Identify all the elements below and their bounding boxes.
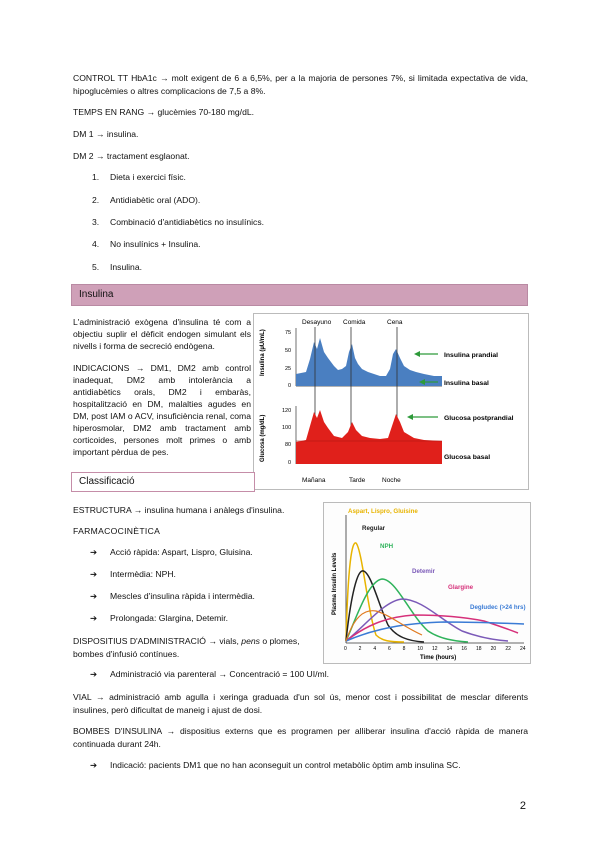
meal-label: Desayuno <box>302 319 332 326</box>
arrow-icon: ➔ <box>90 669 98 679</box>
x-tick-label: 0 <box>344 646 347 652</box>
step-number: 1. <box>92 172 100 182</box>
glucose-axis-label: Glucosa (mg/dL) <box>260 414 266 462</box>
insulin-tick: 0 <box>288 383 292 389</box>
x-tick-label: 2 <box>358 646 362 652</box>
x-tick-label: 6 <box>388 646 391 652</box>
time-label: Tarde <box>349 477 366 484</box>
glucose-tick: 80 <box>285 442 292 448</box>
bombes-paragraph: BOMBES D'INSULINA → dispositius externs que es programen per alliberar insulina d'acció ràpida de manera continuada durant 24h. <box>73 726 528 749</box>
insulin-axis-label: Insulina (µU/mL) <box>260 329 266 376</box>
time-label: Noche <box>382 477 401 484</box>
curve-label: Regular <box>362 525 386 532</box>
vial-paragraph: VIAL → administració amb agulla i xeringa graduada d'un sol ús, menor cost i possibilitat de mesclar diferents insulines, però dificultat de maneig i ajust de dosi. <box>73 692 528 715</box>
page-number: 2 <box>519 800 526 812</box>
glucose-tick: 120 <box>282 408 292 414</box>
arrow-icon: ➔ <box>90 547 98 557</box>
x-tick-label: 22 <box>505 646 511 652</box>
step-number: 3. <box>92 217 100 227</box>
glucose-tick: 0 <box>288 460 292 466</box>
glucose-tick: 100 <box>282 425 292 431</box>
curve-label: Detemir <box>412 568 436 575</box>
step-number: 2. <box>92 195 100 205</box>
x-tick-label: 18 <box>476 646 482 652</box>
temps-paragraph: TEMPS EN RANG → glucèmies 70-180 mg/dL. <box>73 107 255 117</box>
x-tick-label: 24 <box>520 646 526 652</box>
step-number: 5. <box>92 262 100 272</box>
step-text: No insulínics + Insulina. <box>110 239 201 249</box>
curve-label: Insulina prandial <box>444 352 499 359</box>
dispositius-paragraph: DISPOSITIUS D'ADMINISTRACIÓ → vials, pens o plomes, bombes d'infusió contínues. <box>73 636 300 659</box>
x-tick-label: 16 <box>461 646 467 652</box>
x-axis-label: Time (hours) <box>420 655 457 661</box>
x-tick-label: 10 <box>417 646 423 652</box>
insulin-tick: 50 <box>285 348 292 354</box>
meal-label: Cena <box>387 319 403 326</box>
arrow-icon: ➔ <box>90 613 98 623</box>
insulin-tick: 75 <box>285 330 292 336</box>
arrow-icon: ➔ <box>90 569 98 579</box>
x-tick-label: 4 <box>373 646 377 652</box>
curve-label: NPH <box>380 543 394 550</box>
section-title: Classificació <box>79 476 135 487</box>
insulin-glucose-figure <box>253 313 529 490</box>
curve-label: Degludec (>24 hrs) <box>470 604 526 611</box>
section-header-insulina <box>71 284 528 306</box>
farma-heading: FARMACOCINÈTICA <box>73 526 161 536</box>
y-axis-label: Plasma Insulin Levels <box>332 552 338 615</box>
curve-label: Insulina basal <box>444 380 489 387</box>
glucose-profile-area <box>296 410 442 464</box>
section-title: Insulina <box>79 289 114 300</box>
estructura-paragraph: ESTRUCTURA → insulina humana i anàlegs d'insulina. <box>73 505 285 515</box>
x-tick-label: 14 <box>446 646 453 652</box>
step-text: Insulina. <box>110 262 143 272</box>
list-item: ➔ Prolongada: Glargina, Detemir. <box>90 613 228 623</box>
x-tick-label: 12 <box>432 646 438 652</box>
arrow-icon: ➔ <box>90 760 98 770</box>
list-item: ➔ Mescles d'insulina ràpida i intermèdia. <box>90 591 255 601</box>
dm1-paragraph: DM 1 → insulina. <box>73 129 139 139</box>
step-text: Dieta i exercici físic. <box>110 172 186 182</box>
x-tick-label: 8 <box>402 646 406 652</box>
indicacions-paragraph: INDICACIONS → DM1, DM2 amb control inadequat, DM2 amb intolerància a antidiabètics orals, DM2 i embaràs, hospitalització en DM, malalties agudes en DM, post IAM o ACV, insuficiència renal, coma hiperosmolar, DM2 amb tractament amb corticoides, persones molt primes o amb important pèrdua de pes. <box>73 363 251 457</box>
curve-label: Aspart, Lispro, Gluisine <box>348 508 418 515</box>
curve-label: Glucosa basal <box>444 454 491 461</box>
step-text: Antidiabètic oral (ADO). <box>110 195 201 205</box>
insulin-tick: 25 <box>285 366 292 372</box>
list-item: ➔ Indicació: pacients DM1 que no han aconseguit un control metabòlic òptim amb insulina SC. <box>90 760 461 770</box>
section-header-classificacio <box>71 472 255 492</box>
control-paragraph: CONTROL TT HbA1c → molt exigent de 6 a 6,5%, per a la majoria de persones 7%, si limitada expectativa de vida, hipoglucèmies o altres complicacions de 7,5 a 8%. <box>73 73 528 96</box>
curve-label: Glucosa postprandial <box>444 415 514 422</box>
x-tick-label: 20 <box>490 646 497 652</box>
arrow-icon: ➔ <box>90 591 98 601</box>
admin-paragraph: L'administració exògena d'insulina té com a objectiu suplir el dèficit endogen simulant els nivells i forma de secreció endògena. <box>73 317 251 351</box>
dm2-paragraph: DM 2 → tractament esglaonat. <box>73 151 190 161</box>
insulin-kinetics-figure <box>323 502 531 664</box>
step-text: Combinació d'antidiabètics no insulínics. <box>110 217 265 227</box>
meal-label: Comida <box>343 319 366 326</box>
list-item: ➔ Acció ràpida: Aspart, Lispro, Gluisina. <box>90 547 253 557</box>
insulin-profile-area <box>296 338 442 386</box>
step-number: 4. <box>92 239 100 249</box>
list-item: ➔ Intermèdia: NPH. <box>90 569 176 579</box>
curve-label: Glargine <box>448 584 474 591</box>
time-label: Mañana <box>302 477 326 484</box>
list-item: ➔ Administració via parenteral → Concentració = 100 UI/ml. <box>90 669 329 679</box>
